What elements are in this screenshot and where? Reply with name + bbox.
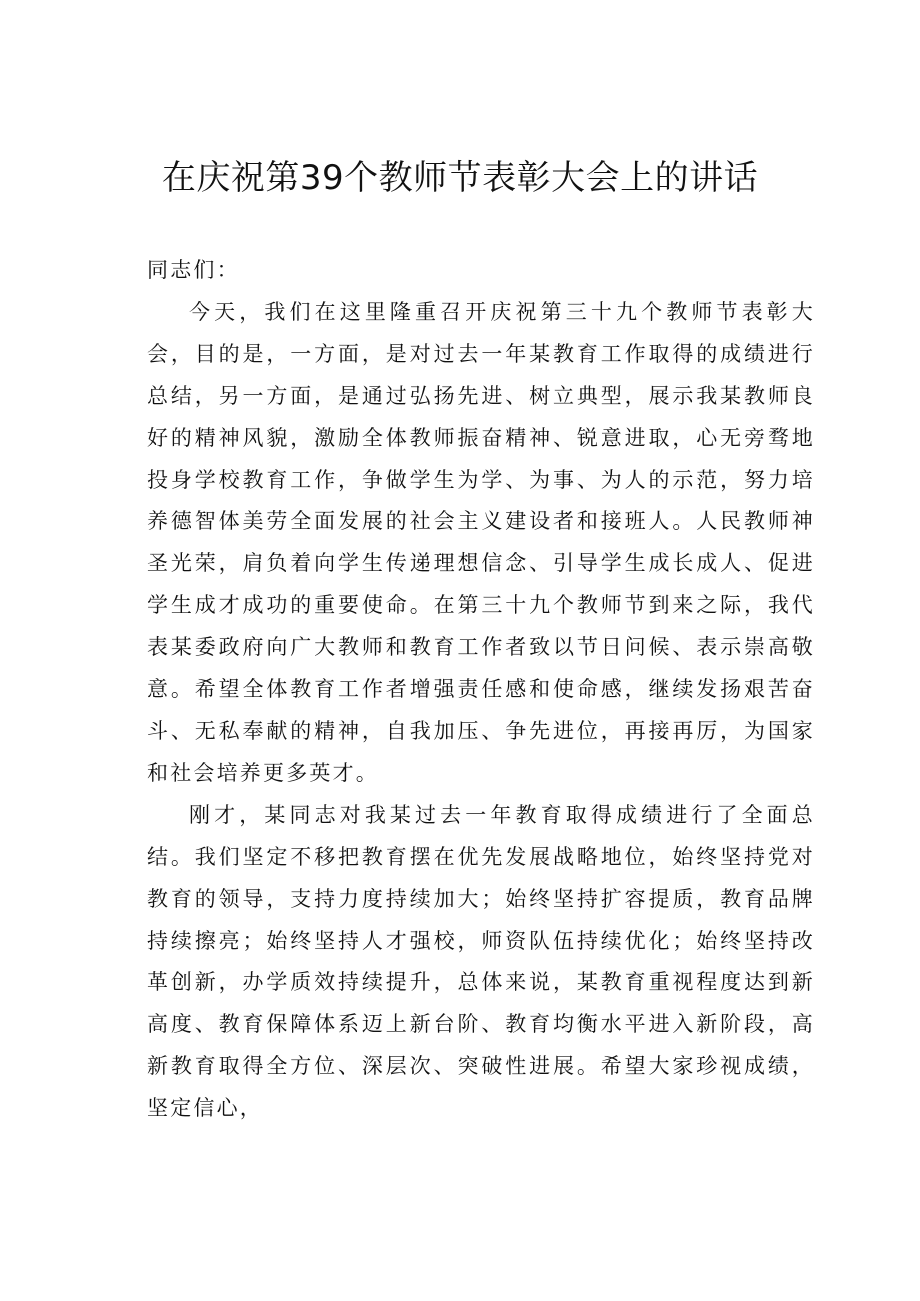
salutation: 同志们：: [147, 258, 240, 282]
document-title: 在庆祝第39个教师节表彰大会上的讲话: [161, 158, 759, 198]
paragraph-2: 刚才，某同志对我某过去一年教育取得成绩进行了全面总结。我们坚定不移把教育摆在优先发展战略地位，始终坚持党对教育的领导，支持力度持续加大；始终坚持扩容提质，教育品牌持续擦亮；始终坚持人才强校，师资队伍持续优化；始终坚持改革创新，办学质效持续提升，总体来说，某教育重视程度达到新高度、教育保障体系迈上新台阶、教育均衡水平进入新阶段，高新教育取得全方位、深层次、突破性进展。希望大家珍视成绩，坚定信心，: [147, 802, 815, 1121]
document-body: [147, 250, 815, 1130]
paragraph-1: 今天，我们在这里隆重召开庆祝第三十九个教师节表彰大会，目的是，一方面，是对过去一年某教育工作取得的成绩进行总结，另一方面，是通过弘扬先进、树立典型，展示我某教师良好的精神风貌，激励全体教师振奋精神、锐意进取，心无旁骛地投身学校教育工作，争做学生为学、为事、为人的示范，努力培养德智体美劳全面发展的社会主义建设者和接班人。人民教师神圣光荣，肩负着向学生传递理想信念、引导学生成长成人、促进学生成才成功的重要使命。在第三十九个教师节到来之际，我代表某委政府向广大教师和教育工作者致以节日问候、表示崇高敬意。希望全体教育工作者增强责任感和使命感，继续发扬艰苦奋斗、无私奉献的精神，自我加压、争先进位，再接再厉，为国家和社会培养更多英才。: [147, 299, 815, 785]
